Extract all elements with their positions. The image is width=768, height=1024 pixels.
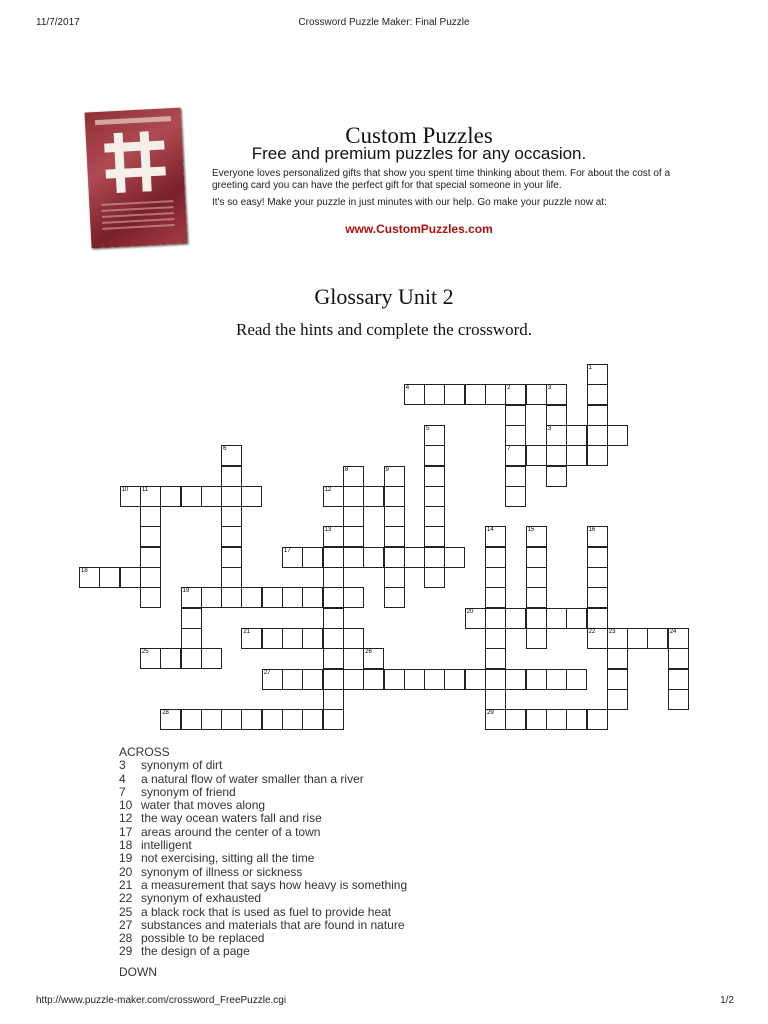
grid-cell[interactable] — [404, 669, 425, 690]
grid-cell[interactable] — [485, 526, 506, 547]
grid-cell[interactable] — [221, 506, 242, 527]
clue-number: 19 — [182, 588, 190, 595]
across-clue — [119, 945, 619, 958]
clue-number: 18 — [81, 568, 88, 574]
across-clue — [119, 919, 619, 932]
banner-subheading: Free and premium puzzles for any occasion. — [251, 144, 587, 163]
clue-text: possible to be replaced — [141, 931, 265, 946]
clue-number: 22 — [588, 628, 596, 635]
across-clue — [119, 879, 619, 892]
grid-cell[interactable] — [404, 547, 425, 568]
grid-cell[interactable] — [201, 709, 222, 730]
banner-body — [212, 168, 680, 209]
grid-cell[interactable] — [221, 587, 242, 608]
grid-cell[interactable] — [485, 587, 506, 608]
puzzle-instructions: Read the hints and complete the crossword. — [235, 320, 532, 339]
grid-cell[interactable] — [343, 669, 364, 690]
grid-cell[interactable] — [343, 526, 364, 547]
grid-cell[interactable] — [607, 689, 628, 710]
grid-cell[interactable] — [262, 669, 283, 690]
grid-cell[interactable] — [221, 526, 242, 547]
grid-cell[interactable] — [384, 486, 405, 507]
grid-cell[interactable] — [546, 669, 567, 690]
header-date: 11/7/2017 — [36, 17, 80, 28]
grid-cell[interactable] — [140, 567, 161, 588]
grid-cell[interactable] — [668, 669, 689, 690]
footer-url: http://www.puzzle-maker.com/crossword_FreePuzzle.cgi — [36, 995, 287, 1006]
grid-cell[interactable] — [566, 445, 587, 466]
grid-cell[interactable] — [221, 466, 242, 487]
across-heading: ACROSS — [119, 745, 170, 759]
grid-cell[interactable] — [323, 567, 344, 588]
grid-cell[interactable] — [424, 466, 445, 487]
grid-cell[interactable] — [323, 648, 344, 669]
clue-number: 7 — [507, 446, 511, 453]
grid-cell[interactable] — [526, 547, 547, 568]
clue-number: 6 — [223, 446, 227, 453]
clue-number-label: 17 — [119, 824, 133, 839]
grid-cell[interactable] — [384, 669, 405, 690]
grid-cell[interactable] — [343, 466, 364, 487]
across-clue — [119, 932, 619, 945]
grid-cell[interactable] — [444, 384, 465, 405]
grid-cell[interactable] — [668, 628, 689, 649]
puzzle-book-cover-image — [85, 108, 188, 249]
grid-cell[interactable] — [201, 486, 222, 507]
grid-cell[interactable] — [627, 628, 648, 649]
clue-number-label: 27 — [119, 917, 133, 932]
banner-body-text-2: It's so easy! Make your puzzle in just minutes with our help. Go make your puzzle now at: — [212, 197, 607, 208]
grid-cell[interactable] — [302, 709, 323, 730]
grid-cell[interactable] — [505, 384, 526, 405]
grid-cell[interactable] — [160, 709, 181, 730]
grid-cell[interactable] — [485, 669, 506, 690]
across-clue — [119, 812, 619, 825]
grid-cell[interactable] — [384, 587, 405, 608]
clue-number: 5 — [426, 425, 430, 432]
grid-cell[interactable] — [587, 445, 608, 466]
grid-cell[interactable] — [181, 648, 202, 669]
grid-cell[interactable] — [363, 669, 384, 690]
custom-puzzles-link[interactable]: www.CustomPuzzles.com — [345, 222, 493, 236]
grid-cell[interactable] — [323, 669, 344, 690]
grid-cell[interactable] — [526, 669, 547, 690]
grid-cell[interactable] — [424, 486, 445, 507]
grid-cell[interactable] — [587, 628, 608, 649]
grid-cell[interactable] — [465, 608, 486, 629]
puzzle-title: Glossary Unit 2 — [314, 284, 454, 309]
grid-cell[interactable] — [201, 587, 222, 608]
clue-text: the way ocean waters fall and rise — [141, 811, 322, 826]
grid-cell[interactable] — [282, 587, 303, 608]
grid-cell[interactable] — [282, 669, 303, 690]
across-clue — [119, 786, 619, 799]
grid-cell[interactable] — [485, 709, 506, 730]
grid-cell[interactable] — [465, 384, 486, 405]
grid-cell[interactable] — [505, 669, 526, 690]
clue-number-label: 4 — [119, 771, 126, 786]
grid-cell[interactable] — [505, 608, 526, 629]
grid-cell[interactable] — [607, 425, 628, 446]
grid-cell[interactable] — [505, 405, 526, 426]
grid-cell[interactable] — [221, 567, 242, 588]
grid-cell[interactable] — [526, 608, 547, 629]
grid-cell[interactable] — [587, 405, 608, 426]
grid-cell[interactable] — [485, 628, 506, 649]
header-title: Crossword Puzzle Maker: Final Puzzle — [298, 17, 470, 28]
grid-cell[interactable] — [221, 486, 242, 507]
grid-cell[interactable] — [140, 648, 161, 669]
clue-number: 10 — [121, 486, 129, 493]
grid-cell[interactable] — [99, 567, 120, 588]
grid-cell[interactable] — [587, 709, 608, 730]
clue-number: 14 — [487, 527, 494, 534]
down-heading: DOWN — [119, 964, 157, 979]
clue-text: a black rock that is used as fuel to provide heat — [141, 904, 392, 919]
clue-number-label: 21 — [119, 877, 133, 892]
grid-cell[interactable] — [424, 445, 445, 466]
clue-number-label: 19 — [119, 851, 133, 866]
grid-cell[interactable] — [140, 506, 161, 527]
grid-cell[interactable] — [363, 648, 384, 669]
grid-cell[interactable] — [485, 648, 506, 669]
grid-cell[interactable] — [647, 628, 668, 649]
across-clue — [119, 826, 619, 839]
grid-cell[interactable] — [546, 445, 567, 466]
clue-text: water that moves along — [141, 798, 266, 813]
grid-cell[interactable] — [444, 669, 465, 690]
grid-cell[interactable] — [181, 587, 202, 608]
across-clue-list — [119, 759, 619, 958]
across-clue — [119, 892, 619, 905]
grid-cell[interactable] — [160, 486, 181, 507]
grid-cell[interactable] — [546, 384, 567, 405]
across-clue — [119, 773, 619, 786]
footer-page-number: 1/2 — [720, 995, 734, 1006]
grid-cell[interactable] — [424, 384, 445, 405]
clue-number-label: 12 — [119, 811, 133, 826]
grid-cell[interactable] — [343, 547, 364, 568]
grid-cell[interactable] — [160, 648, 181, 669]
clue-text: synonym of friend — [141, 784, 236, 799]
clue-number-label: 28 — [119, 931, 133, 946]
grid-cell[interactable] — [546, 405, 567, 426]
grid-cell[interactable] — [546, 709, 567, 730]
across-clue — [119, 839, 619, 852]
grid-cell[interactable] — [587, 587, 608, 608]
grid-cell[interactable] — [181, 709, 202, 730]
grid-cell[interactable] — [587, 364, 608, 385]
grid-cell[interactable] — [607, 669, 628, 690]
custom-puzzles-banner[interactable] — [88, 108, 680, 248]
grid-cell[interactable] — [424, 506, 445, 527]
grid-cell[interactable] — [424, 425, 445, 446]
grid-cell[interactable] — [526, 445, 547, 466]
grid-cell[interactable] — [526, 628, 547, 649]
clue-number: 28 — [162, 710, 169, 717]
grid-cell[interactable] — [607, 648, 628, 669]
clue-number: 2 — [507, 385, 511, 392]
grid-cell[interactable] — [140, 486, 161, 507]
grid-cell[interactable] — [424, 547, 445, 568]
grid-cell[interactable] — [587, 608, 608, 629]
clue-number: 24 — [669, 628, 677, 635]
grid-cell[interactable] — [343, 628, 364, 649]
clue-number: 12 — [324, 486, 332, 493]
grid-cell[interactable] — [384, 506, 405, 527]
clue-number-label: 20 — [119, 864, 133, 879]
grid-cell[interactable] — [302, 587, 323, 608]
grid-cell[interactable] — [668, 689, 689, 710]
clue-number: 21 — [243, 628, 251, 635]
banner-heading: Custom Puzzles — [345, 123, 493, 148]
grid-cell[interactable] — [282, 709, 303, 730]
grid-cell[interactable] — [343, 587, 364, 608]
clue-number-label: 25 — [119, 904, 133, 919]
clue-number: 27 — [263, 669, 271, 676]
grid-cell[interactable] — [323, 628, 344, 649]
clues-section — [119, 746, 619, 979]
grid-cell[interactable] — [79, 567, 100, 588]
grid-cell[interactable] — [343, 486, 364, 507]
grid-cell[interactable] — [505, 466, 526, 487]
grid-cell[interactable] — [323, 587, 344, 608]
grid-cell[interactable] — [465, 669, 486, 690]
clue-number: 1 — [588, 365, 592, 371]
grid-cell[interactable] — [181, 486, 202, 507]
banner-body-text-1: Everyone loves personalized gifts that show you spent time thinking about them. For about the cost of a greeting card you can have the perfect gift for that special someone in your life. — [212, 168, 671, 191]
grid-cell[interactable] — [363, 486, 384, 507]
grid-cell[interactable] — [241, 486, 262, 507]
grid-cell[interactable] — [566, 669, 587, 690]
grid-cell[interactable] — [384, 526, 405, 547]
grid-cell[interactable] — [424, 526, 445, 547]
grid-cell[interactable] — [323, 526, 344, 547]
clue-text: areas around the center of a town — [141, 824, 321, 839]
grid-cell[interactable] — [262, 587, 283, 608]
grid-cell[interactable] — [485, 608, 506, 629]
grid-cell[interactable] — [363, 547, 384, 568]
clue-number: 17 — [284, 547, 291, 554]
grid-cell[interactable] — [120, 567, 141, 588]
grid-cell[interactable] — [505, 425, 526, 446]
grid-cell[interactable] — [241, 709, 262, 730]
clue-number-label: 10 — [119, 798, 133, 813]
grid-cell[interactable] — [404, 384, 425, 405]
grid-cell[interactable] — [546, 608, 567, 629]
grid-cell[interactable] — [526, 384, 547, 405]
across-clue — [119, 852, 619, 865]
grid-cell[interactable] — [323, 608, 344, 629]
clue-number-label: 18 — [119, 838, 133, 853]
clue-number-label: 22 — [119, 891, 133, 906]
grid-cell[interactable] — [343, 506, 364, 527]
clue-number: 16 — [588, 527, 596, 534]
clue-number: 15 — [527, 527, 535, 534]
grid-cell[interactable] — [587, 384, 608, 405]
grid-cell[interactable] — [526, 526, 547, 547]
grid-cell[interactable] — [221, 445, 242, 466]
clue-number-label: 7 — [119, 784, 126, 799]
grid-cell[interactable] — [181, 608, 202, 629]
clue-number: 23 — [608, 628, 616, 635]
clue-text: synonym of dirt — [141, 758, 223, 773]
clue-number: 13 — [324, 527, 332, 534]
grid-cell[interactable] — [323, 547, 344, 568]
clue-number: 3 — [547, 385, 552, 392]
across-clue — [119, 759, 619, 772]
grid-cell[interactable] — [587, 425, 608, 446]
grid-cell[interactable] — [607, 628, 628, 649]
clue-number-label: 29 — [119, 944, 133, 959]
grid-cell[interactable] — [444, 547, 465, 568]
clue-number: 25 — [141, 649, 149, 656]
grid-cell[interactable] — [262, 709, 283, 730]
clue-number-label: 3 — [119, 758, 126, 773]
grid-cell[interactable] — [384, 567, 405, 588]
grid-cell[interactable] — [424, 669, 445, 690]
grid-cell[interactable] — [526, 567, 547, 588]
grid-cell[interactable] — [424, 567, 445, 588]
grid-cell[interactable] — [323, 709, 344, 730]
clue-number: 20 — [466, 608, 474, 615]
grid-cell[interactable] — [587, 567, 608, 588]
grid-cell[interactable] — [526, 709, 547, 730]
grid-cell[interactable] — [241, 628, 262, 649]
grid-cell[interactable] — [323, 689, 344, 710]
across-clue — [119, 906, 619, 919]
grid-cell[interactable] — [546, 425, 567, 446]
clue-number: 4 — [405, 385, 410, 392]
grid-cell[interactable] — [181, 628, 202, 649]
clue-number: 8 — [344, 466, 349, 473]
grid-cell[interactable] — [384, 466, 405, 487]
grid-cell[interactable] — [587, 547, 608, 568]
clue-text: substances and materials that are found in nature — [141, 917, 405, 932]
clue-number: 11 — [141, 486, 149, 493]
clue-text: a natural flow of water smaller than a river — [141, 771, 364, 786]
grid-cell[interactable] — [282, 547, 303, 568]
grid-cell[interactable] — [485, 689, 506, 710]
grid-cell[interactable] — [120, 486, 141, 507]
grid-cell[interactable] — [302, 628, 323, 649]
grid-cell[interactable] — [140, 526, 161, 547]
grid-cell[interactable] — [302, 547, 323, 568]
grid-cell[interactable] — [282, 628, 303, 649]
grid-cell[interactable] — [505, 486, 526, 507]
across-clue — [119, 799, 619, 812]
grid-cell[interactable] — [221, 709, 242, 730]
grid-cell[interactable] — [262, 628, 283, 649]
clue-text: a measurement that says how heavy is something — [141, 877, 408, 892]
clue-number: 26 — [365, 649, 372, 656]
grid-cell[interactable] — [587, 526, 608, 547]
grid-cell[interactable] — [140, 587, 161, 608]
grid-cell[interactable] — [566, 425, 587, 446]
grid-cell[interactable] — [546, 466, 567, 487]
clue-text: the design of a page — [141, 944, 250, 959]
grid-cell[interactable] — [485, 567, 506, 588]
clue-number: 9 — [385, 466, 389, 473]
grid-cell[interactable] — [505, 445, 526, 466]
grid-cell[interactable] — [221, 547, 242, 568]
grid-cell[interactable] — [485, 384, 506, 405]
grid-cell[interactable] — [566, 608, 587, 629]
clue-text: not exercising, sitting all the time — [141, 851, 315, 866]
clue-text: synonym of illness or sickness — [141, 864, 303, 879]
across-clue — [119, 866, 619, 879]
grid-cell[interactable] — [201, 648, 222, 669]
grid-cell[interactable] — [241, 587, 262, 608]
grid-cell[interactable] — [526, 587, 547, 608]
clue-number: 3 — [547, 425, 552, 432]
grid-cell[interactable] — [302, 669, 323, 690]
grid-cell[interactable] — [384, 547, 405, 568]
grid-cell[interactable] — [323, 486, 344, 507]
grid-cell[interactable] — [505, 709, 526, 730]
grid-cell[interactable] — [140, 547, 161, 568]
clue-number: 29 — [487, 710, 494, 717]
clue-text: synonym of exhausted — [141, 891, 262, 906]
grid-cell[interactable] — [566, 709, 587, 730]
grid-cell[interactable] — [668, 648, 689, 669]
clue-text: intelligent — [141, 838, 192, 853]
grid-cell[interactable] — [485, 547, 506, 568]
